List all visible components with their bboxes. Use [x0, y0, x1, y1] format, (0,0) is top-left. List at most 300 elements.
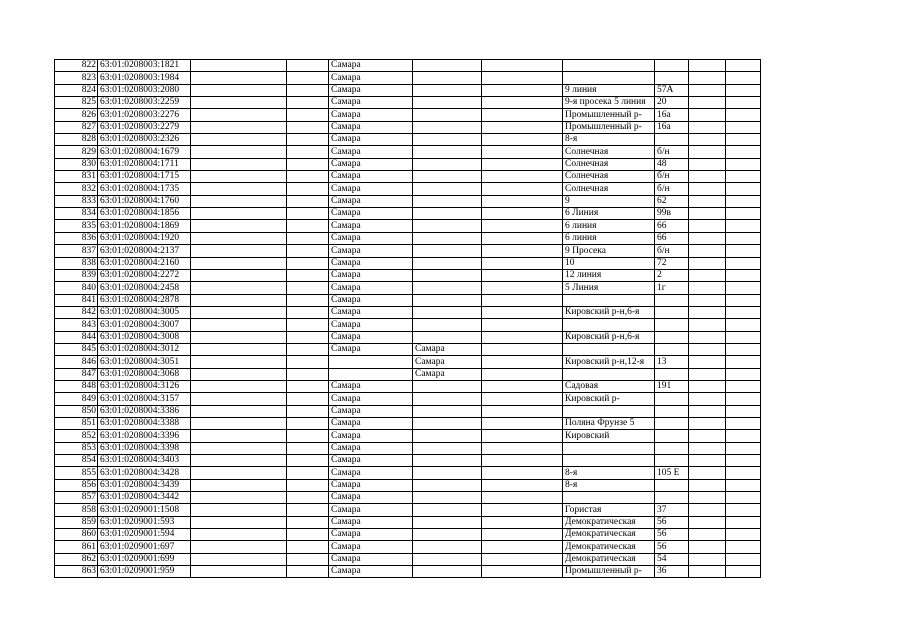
house-number-cell: 16а — [655, 121, 689, 133]
empty-cell — [726, 331, 761, 343]
street-cell: 12 линия — [563, 269, 655, 281]
empty-cell — [191, 479, 287, 491]
city-cell: Самара — [329, 331, 413, 343]
city-cell: Самара — [329, 393, 413, 405]
street-cell: Демократическая — [563, 529, 655, 541]
empty-cell — [482, 220, 563, 232]
row-number-cell: 841 — [55, 294, 98, 306]
empty-cell — [287, 60, 329, 72]
row-number-cell: 848 — [55, 380, 98, 392]
empty-cell — [482, 232, 563, 244]
city-cell: Самара — [329, 158, 413, 170]
empty-cell — [287, 72, 329, 84]
empty-cell — [287, 269, 329, 281]
empty-cell — [482, 331, 563, 343]
table-row — [55, 319, 761, 331]
empty-cell — [287, 467, 329, 479]
cadastral-number-cell: 63:01:0208004:3386 — [98, 405, 191, 417]
street-cell: Солнечная — [563, 171, 655, 183]
cadastral-number-cell: 63:01:0208004:1869 — [98, 220, 191, 232]
cadastral-number-cell: 63:01:0208003:2276 — [98, 109, 191, 121]
empty-cell — [689, 294, 726, 306]
table-row — [55, 393, 761, 405]
street-cell: 9-я просека 5 линия — [563, 97, 655, 109]
table-row — [55, 134, 761, 146]
city-cell: Самара — [329, 97, 413, 109]
empty-cell — [287, 282, 329, 294]
row-number-cell: 862 — [55, 553, 98, 565]
table-row — [55, 245, 761, 257]
empty-cell — [726, 467, 761, 479]
row-number-cell: 835 — [55, 220, 98, 232]
table-row — [55, 541, 761, 553]
empty-cell — [287, 356, 329, 368]
house-number-cell: 56 — [655, 541, 689, 553]
empty-cell — [191, 294, 287, 306]
empty-cell — [726, 442, 761, 454]
city-cell: Самара — [329, 171, 413, 183]
table-row — [55, 356, 761, 368]
empty-cell — [482, 195, 563, 207]
city-cell: Самара — [329, 84, 413, 96]
empty-cell — [689, 84, 726, 96]
street-cell: Солнечная — [563, 158, 655, 170]
city-cell: Самара — [329, 566, 413, 578]
street-cell — [563, 442, 655, 454]
street-cell: Демократическая — [563, 541, 655, 553]
empty-cell — [482, 455, 563, 467]
table-row — [55, 417, 761, 429]
empty-cell — [191, 121, 287, 133]
cadastral-number-cell: 63:01:0208004:3439 — [98, 479, 191, 491]
table-body — [55, 60, 761, 578]
empty-cell — [726, 479, 761, 491]
cadastral-number-cell: 63:01:0208004:3012 — [98, 343, 191, 355]
street-cell: Кировский р-н,6-я — [563, 331, 655, 343]
empty-cell — [191, 60, 287, 72]
empty-cell — [287, 109, 329, 121]
empty-cell — [287, 343, 329, 355]
cadastral-number-cell: 63:01:0208004:3428 — [98, 467, 191, 479]
table-row — [55, 195, 761, 207]
table-row — [55, 553, 761, 565]
empty-cell — [287, 257, 329, 269]
settlement-cell — [413, 467, 482, 479]
empty-cell — [287, 380, 329, 392]
empty-cell — [689, 529, 726, 541]
empty-cell — [726, 541, 761, 553]
empty-cell — [287, 529, 329, 541]
cadastral-number-cell: 63:01:0208004:3051 — [98, 356, 191, 368]
city-cell: Самара — [329, 183, 413, 195]
empty-cell — [287, 331, 329, 343]
house-number-cell — [655, 430, 689, 442]
settlement-cell — [413, 245, 482, 257]
empty-cell — [191, 516, 287, 528]
empty-cell — [726, 368, 761, 380]
cadastral-number-cell: 63:01:0208003:2259 — [98, 97, 191, 109]
empty-cell — [689, 97, 726, 109]
table-row — [55, 171, 761, 183]
empty-cell — [482, 257, 563, 269]
city-cell: Самара — [329, 541, 413, 553]
empty-cell — [689, 306, 726, 318]
empty-cell — [287, 158, 329, 170]
empty-cell — [689, 430, 726, 442]
empty-cell — [191, 380, 287, 392]
cadastral-number-cell: 63:01:0208004:3126 — [98, 380, 191, 392]
row-number-cell: 836 — [55, 232, 98, 244]
empty-cell — [689, 158, 726, 170]
empty-cell — [191, 306, 287, 318]
city-cell: Самара — [329, 430, 413, 442]
settlement-cell: Самара — [413, 368, 482, 380]
empty-cell — [191, 553, 287, 565]
row-number-cell: 834 — [55, 208, 98, 220]
empty-cell — [287, 455, 329, 467]
cadastral-number-cell: 63:01:0208004:3005 — [98, 306, 191, 318]
empty-cell — [689, 220, 726, 232]
city-cell: Самара — [329, 504, 413, 516]
empty-cell — [689, 195, 726, 207]
settlement-cell — [413, 282, 482, 294]
table-row — [55, 405, 761, 417]
empty-cell — [287, 442, 329, 454]
row-number-cell: 856 — [55, 479, 98, 491]
house-number-cell — [655, 405, 689, 417]
empty-cell — [726, 319, 761, 331]
city-cell: Самара — [329, 195, 413, 207]
row-number-cell: 845 — [55, 343, 98, 355]
empty-cell — [689, 331, 726, 343]
empty-cell — [191, 442, 287, 454]
cadastral-number-cell: 63:01:0209001:697 — [98, 541, 191, 553]
empty-cell — [191, 417, 287, 429]
house-number-cell — [655, 442, 689, 454]
row-number-cell: 847 — [55, 368, 98, 380]
row-number-cell: 828 — [55, 134, 98, 146]
street-cell: Демократическая — [563, 516, 655, 528]
city-cell: Самара — [329, 245, 413, 257]
row-number-cell: 854 — [55, 455, 98, 467]
table-row — [55, 430, 761, 442]
city-cell: Самара — [329, 72, 413, 84]
house-number-cell: 48 — [655, 158, 689, 170]
empty-cell — [482, 442, 563, 454]
table-row — [55, 306, 761, 318]
house-number-cell: 1г — [655, 282, 689, 294]
table-row — [55, 282, 761, 294]
settlement-cell — [413, 109, 482, 121]
cadastral-number-cell: 63:01:0208003:2279 — [98, 121, 191, 133]
street-cell: Кировский р-н,12-я — [563, 356, 655, 368]
empty-cell — [287, 479, 329, 491]
house-number-cell — [655, 417, 689, 429]
cadastral-number-cell: 63:01:0208004:1920 — [98, 232, 191, 244]
cadastral-number-cell: 63:01:0208004:2458 — [98, 282, 191, 294]
empty-cell — [191, 220, 287, 232]
house-number-cell — [655, 343, 689, 355]
empty-cell — [191, 269, 287, 281]
empty-cell — [287, 84, 329, 96]
city-cell — [329, 356, 413, 368]
settlement-cell — [413, 479, 482, 491]
empty-cell — [191, 146, 287, 158]
empty-cell — [689, 109, 726, 121]
empty-cell — [726, 343, 761, 355]
settlement-cell — [413, 405, 482, 417]
empty-cell — [191, 72, 287, 84]
cadastral-number-cell: 63:01:0208004:3388 — [98, 417, 191, 429]
empty-cell — [287, 492, 329, 504]
house-number-cell: 36 — [655, 566, 689, 578]
empty-cell — [191, 343, 287, 355]
cadastral-number-cell: 63:01:0208004:1679 — [98, 146, 191, 158]
city-cell: Самара — [329, 121, 413, 133]
city-cell: Самара — [329, 380, 413, 392]
table-row — [55, 380, 761, 392]
house-number-cell: 191 — [655, 380, 689, 392]
empty-cell — [287, 232, 329, 244]
empty-cell — [689, 516, 726, 528]
street-cell: Гористая — [563, 504, 655, 516]
empty-cell — [287, 245, 329, 257]
empty-cell — [287, 294, 329, 306]
empty-cell — [191, 158, 287, 170]
house-number-cell: 57А — [655, 84, 689, 96]
empty-cell — [689, 171, 726, 183]
empty-cell — [689, 319, 726, 331]
cadastral-number-cell: 63:01:0208004:2137 — [98, 245, 191, 257]
empty-cell — [482, 282, 563, 294]
empty-cell — [482, 158, 563, 170]
cadastral-number-cell: 63:01:0208004:2272 — [98, 269, 191, 281]
empty-cell — [482, 97, 563, 109]
empty-cell — [191, 356, 287, 368]
city-cell: Самара — [329, 60, 413, 72]
empty-cell — [191, 430, 287, 442]
cadastral-number-cell: 63:01:0208003:1821 — [98, 60, 191, 72]
table-row — [55, 331, 761, 343]
row-number-cell: 840 — [55, 282, 98, 294]
row-number-cell: 849 — [55, 393, 98, 405]
empty-cell — [287, 306, 329, 318]
empty-cell — [287, 417, 329, 429]
street-cell — [563, 72, 655, 84]
settlement-cell — [413, 208, 482, 220]
empty-cell — [191, 393, 287, 405]
settlement-cell — [413, 220, 482, 232]
empty-cell — [482, 319, 563, 331]
settlement-cell — [413, 393, 482, 405]
empty-cell — [726, 417, 761, 429]
house-number-cell: 16а — [655, 109, 689, 121]
empty-cell — [689, 455, 726, 467]
city-cell: Самара — [329, 208, 413, 220]
row-number-cell: 853 — [55, 442, 98, 454]
empty-cell — [191, 282, 287, 294]
empty-cell — [689, 183, 726, 195]
house-number-cell: 56 — [655, 529, 689, 541]
row-number-cell: 832 — [55, 183, 98, 195]
empty-cell — [726, 134, 761, 146]
data-table — [54, 59, 761, 578]
empty-cell — [191, 257, 287, 269]
empty-cell — [482, 430, 563, 442]
city-cell: Самара — [329, 492, 413, 504]
house-number-cell — [655, 492, 689, 504]
city-cell: Самара — [329, 109, 413, 121]
empty-cell — [191, 368, 287, 380]
empty-cell — [689, 232, 726, 244]
empty-cell — [482, 492, 563, 504]
street-cell: 8-я — [563, 134, 655, 146]
city-cell: Самара — [329, 479, 413, 491]
settlement-cell — [413, 492, 482, 504]
street-cell: 10 — [563, 257, 655, 269]
empty-cell — [726, 269, 761, 281]
cadastral-number-cell: 63:01:0208003:1984 — [98, 72, 191, 84]
row-number-cell: 837 — [55, 245, 98, 257]
table-row — [55, 343, 761, 355]
empty-cell — [726, 220, 761, 232]
house-number-cell: 54 — [655, 553, 689, 565]
empty-cell — [287, 319, 329, 331]
empty-cell — [726, 516, 761, 528]
empty-cell — [726, 294, 761, 306]
empty-cell — [482, 121, 563, 133]
empty-cell — [191, 492, 287, 504]
street-cell: 9 Просека — [563, 245, 655, 257]
empty-cell — [689, 380, 726, 392]
house-number-cell: 56 — [655, 516, 689, 528]
empty-cell — [726, 393, 761, 405]
row-number-cell: 823 — [55, 72, 98, 84]
empty-cell — [726, 60, 761, 72]
city-cell: Самара — [329, 269, 413, 281]
row-number-cell: 825 — [55, 97, 98, 109]
cadastral-number-cell: 63:01:0208004:1715 — [98, 171, 191, 183]
row-number-cell: 844 — [55, 331, 98, 343]
city-cell: Самара — [329, 442, 413, 454]
empty-cell — [689, 356, 726, 368]
empty-cell — [726, 356, 761, 368]
empty-cell — [287, 393, 329, 405]
street-cell: Демократическая — [563, 553, 655, 565]
empty-cell — [287, 171, 329, 183]
settlement-cell — [413, 171, 482, 183]
empty-cell — [191, 171, 287, 183]
street-cell: 8-я — [563, 479, 655, 491]
table-row — [55, 504, 761, 516]
settlement-cell — [413, 417, 482, 429]
empty-cell — [726, 232, 761, 244]
empty-cell — [482, 541, 563, 553]
street-cell: Садовая — [563, 380, 655, 392]
house-number-cell: 66 — [655, 232, 689, 244]
row-number-cell: 839 — [55, 269, 98, 281]
street-cell: 8-я — [563, 467, 655, 479]
table-row — [55, 467, 761, 479]
street-cell: 6 линия — [563, 220, 655, 232]
empty-cell — [191, 97, 287, 109]
city-cell: Самара — [329, 146, 413, 158]
empty-cell — [726, 84, 761, 96]
settlement-cell — [413, 566, 482, 578]
street-cell — [563, 492, 655, 504]
settlement-cell — [413, 146, 482, 158]
row-number-cell: 861 — [55, 541, 98, 553]
house-number-cell: 72 — [655, 257, 689, 269]
cadastral-number-cell: 63:01:0208004:1856 — [98, 208, 191, 220]
empty-cell — [191, 84, 287, 96]
empty-cell — [726, 529, 761, 541]
row-number-cell: 822 — [55, 60, 98, 72]
row-number-cell: 863 — [55, 566, 98, 578]
row-number-cell: 857 — [55, 492, 98, 504]
table-row — [55, 294, 761, 306]
settlement-cell — [413, 60, 482, 72]
house-number-cell: 13 — [655, 356, 689, 368]
table-row — [55, 455, 761, 467]
empty-cell — [482, 368, 563, 380]
cadastral-number-cell: 63:01:0208003:2080 — [98, 84, 191, 96]
empty-cell — [726, 245, 761, 257]
cadastral-number-cell: 63:01:0209001:699 — [98, 553, 191, 565]
empty-cell — [689, 146, 726, 158]
house-number-cell — [655, 455, 689, 467]
table-row — [55, 232, 761, 244]
empty-cell — [689, 282, 726, 294]
house-number-cell: 20 — [655, 97, 689, 109]
house-number-cell — [655, 134, 689, 146]
settlement-cell — [413, 158, 482, 170]
house-number-cell: б/н — [655, 146, 689, 158]
empty-cell — [287, 146, 329, 158]
settlement-cell — [413, 442, 482, 454]
city-cell: Самара — [329, 553, 413, 565]
empty-cell — [482, 516, 563, 528]
city-cell: Самара — [329, 319, 413, 331]
table-row — [55, 516, 761, 528]
settlement-cell — [413, 121, 482, 133]
empty-cell — [482, 245, 563, 257]
empty-cell — [482, 306, 563, 318]
empty-cell — [726, 405, 761, 417]
house-number-cell: 37 — [655, 504, 689, 516]
empty-cell — [287, 97, 329, 109]
house-number-cell — [655, 479, 689, 491]
empty-cell — [726, 171, 761, 183]
street-cell: Кировский — [563, 430, 655, 442]
cadastral-number-cell: 63:01:0209001:959 — [98, 566, 191, 578]
empty-cell — [482, 109, 563, 121]
empty-cell — [482, 294, 563, 306]
street-cell — [563, 294, 655, 306]
street-cell — [563, 60, 655, 72]
empty-cell — [726, 492, 761, 504]
empty-cell — [191, 529, 287, 541]
street-cell — [563, 343, 655, 355]
city-cell — [329, 368, 413, 380]
table-row — [55, 492, 761, 504]
empty-cell — [287, 405, 329, 417]
empty-cell — [726, 195, 761, 207]
house-number-cell: 2 — [655, 269, 689, 281]
empty-cell — [482, 60, 563, 72]
empty-cell — [482, 343, 563, 355]
row-number-cell: 851 — [55, 417, 98, 429]
